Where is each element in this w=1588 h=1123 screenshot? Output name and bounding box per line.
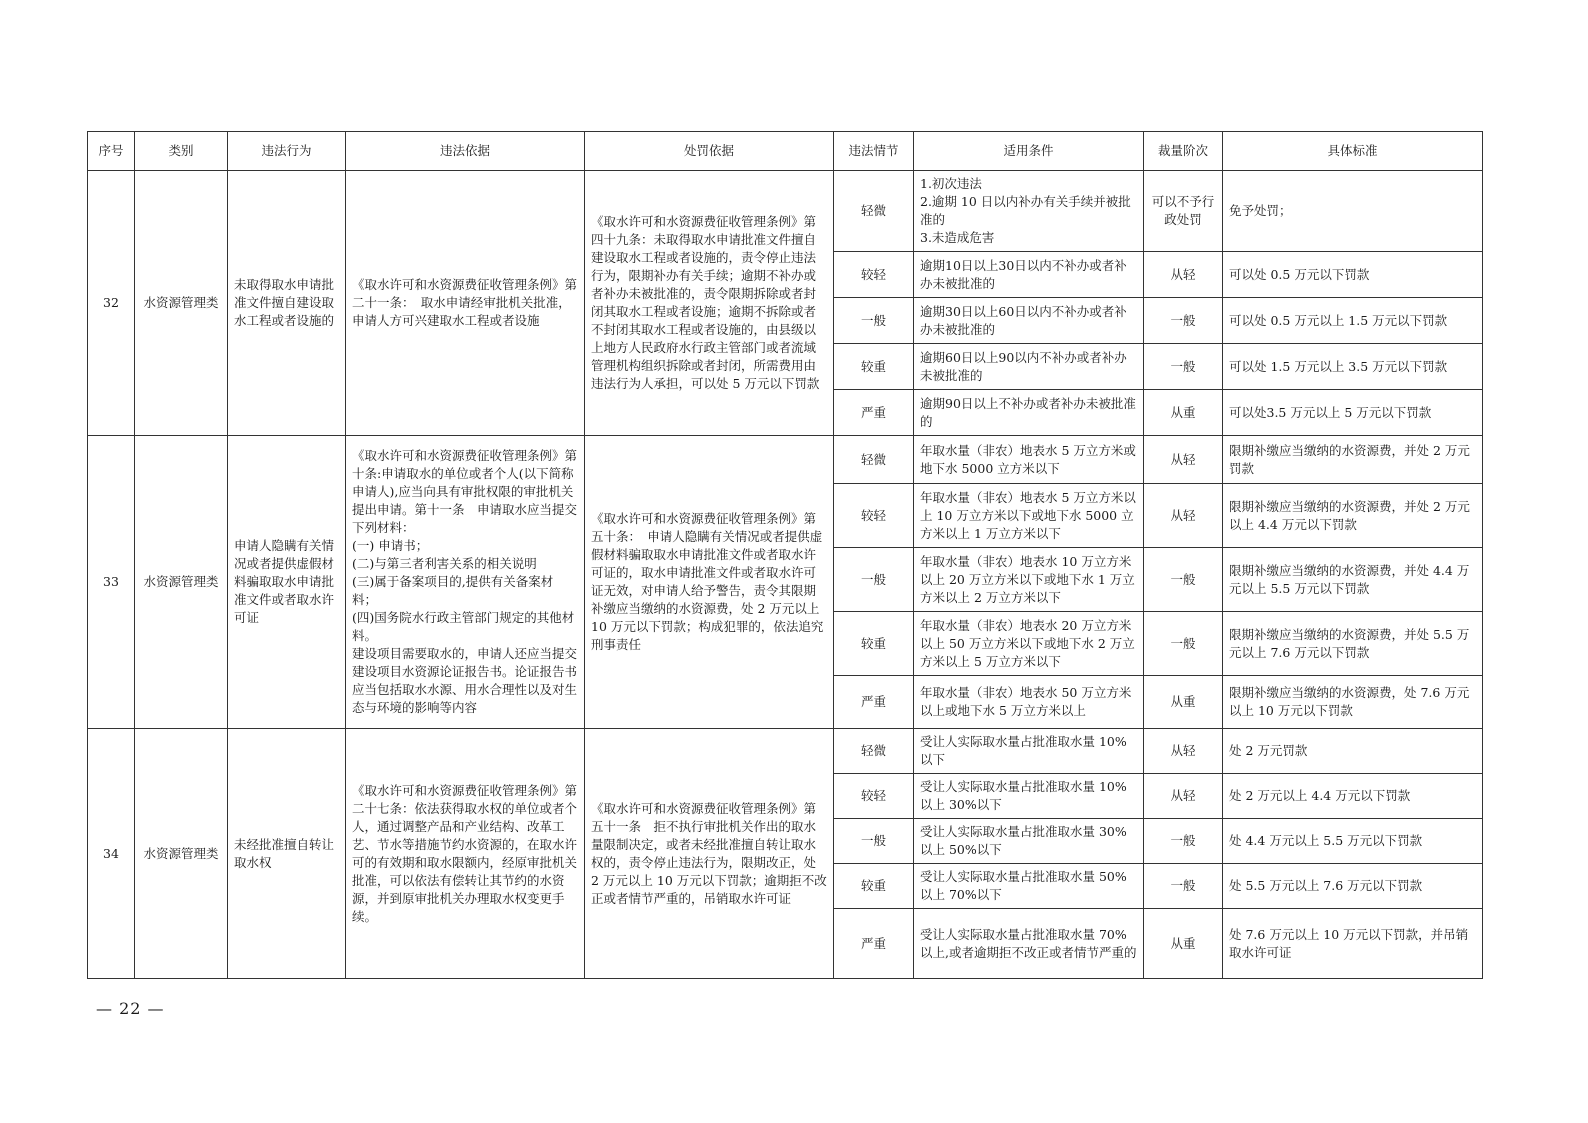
- condition-cell: 受让人实际取水量占批准取水量 70% 以上,或者逾期拒不改正或者情节严重的: [914, 909, 1144, 979]
- header-standard: 具体标准: [1223, 132, 1483, 171]
- standard-cell: 限期补缴应当缴纳的水资源费，并处 4.4 万元以上 5.5 万元以下罚款: [1223, 548, 1483, 612]
- level-cell: 一般: [1144, 864, 1223, 909]
- standard-cell: 可以处 0.5 万元以下罚款: [1223, 252, 1483, 298]
- header-condition: 适用条件: [914, 132, 1144, 171]
- page-number: — 22 —: [96, 999, 165, 1018]
- standard-cell: 免予处罚；: [1223, 171, 1483, 252]
- condition-cell: 逾期10日以上30日以内不补办或者补办未被批准的: [914, 252, 1144, 298]
- standard-cell: 可以处 1.5 万元以上 3.5 万元以下罚款: [1223, 344, 1483, 390]
- header-penalty-basis: 处罚依据: [585, 132, 834, 171]
- condition-cell: 逾期90日以上不补办或者补办未被批准的: [914, 390, 1144, 436]
- severity-cell: 严重: [834, 909, 914, 979]
- standard-cell: 限期补缴应当缴纳的水资源费，并处 2 万元罚款: [1223, 436, 1483, 484]
- table-row: [88, 436, 1483, 484]
- condition-cell: 逾期60日以上90以内不补办或者补办未被批准的: [914, 344, 1144, 390]
- severity-cell: 轻微: [834, 436, 914, 484]
- severity-cell: 一般: [834, 548, 914, 612]
- condition-cell: 受让人实际取水量占批准取水量 50%以上 70%以下: [914, 864, 1144, 909]
- condition-cell: 受让人实际取水量占批准取水量 10%以上 30%以下: [914, 774, 1144, 819]
- standard-cell: 处 7.6 万元以上 10 万元以下罚款，并吊销取水许可证: [1223, 909, 1483, 979]
- standard-cell: 处 4.4 万元以上 5.5 万元以下罚款: [1223, 819, 1483, 864]
- standard-cell: 可以处3.5 万元以上 5 万元以下罚款: [1223, 390, 1483, 436]
- condition-cell: 年取水量（非农）地表水 10 万立方米以上 20 万立方米以下或地下水 1 万立方米以上 2 万立方米以下: [914, 548, 1144, 612]
- penalty-standards-table: [87, 131, 1483, 979]
- level-cell: 可以不予行政处罚: [1144, 171, 1223, 252]
- condition-cell: 年取水量（非农）地表水 5 万立方米或地下水 5000 立方米以下: [914, 436, 1144, 484]
- severity-cell: 轻微: [834, 171, 914, 252]
- severity-cell: 轻微: [834, 729, 914, 774]
- severity-cell: 较轻: [834, 484, 914, 548]
- entry-number: 34: [88, 729, 135, 979]
- standard-cell: 处 5.5 万元以上 7.6 万元以下罚款: [1223, 864, 1483, 909]
- level-cell: 从轻: [1144, 729, 1223, 774]
- header-severity: 违法情节: [834, 132, 914, 171]
- entry-legal-basis: 《取水许可和水资源费征收管理条例》第二十一条： 取水申请经审批机关批准，申请人方可兴建取水工程或者设施: [346, 171, 585, 436]
- severity-cell: 较重: [834, 864, 914, 909]
- table-row: [88, 171, 1483, 252]
- header-level: 裁量阶次: [1144, 132, 1223, 171]
- entry-legal-basis: 《取水许可和水资源费征收管理条例》第二十七条：依法获得取水权的单位或者个人，通过调整产品和产业结构、改革工艺、节水等措施节约水资源的，在取水许可的有效期和取水限额内，经原审批机关批准，可以依法有偿转让其节约的水资源，并到原审批机关办理取水权变更手续。: [346, 729, 585, 979]
- condition-cell: 受让人实际取水量占批准取水量 30%以上 50%以下: [914, 819, 1144, 864]
- level-cell: 从重: [1144, 909, 1223, 979]
- entry-behavior: 未取得取水申请批准文件擅自建设取水工程或者设施的: [228, 171, 346, 436]
- entry-legal-basis: 《取水许可和水资源费征收管理条例》第十条:申请取水的单位或者个人(以下简称申请人),应当向具有审批权限的审批机关提出申请。第十一条 申请取水应当提交下列材料： (一) 申请书； (二)与第三者利害关系的相关说明 (三)属于备案项目的,提供有关备案材料； (四)国务院水行政主管部门规定的其他材料。 建设项目需要取水的，申请人还应当提交建设项目水资源论证报告书。论证报告书应当包括取水水源、用水合理性以及对生态与环境的影响等内容: [346, 436, 585, 729]
- table-header-row: [88, 132, 1483, 171]
- severity-cell: 严重: [834, 390, 914, 436]
- level-cell: 一般: [1144, 612, 1223, 676]
- severity-cell: 严重: [834, 676, 914, 729]
- entry-category: 水资源管理类: [135, 436, 228, 729]
- entry-penalty-basis: 《取水许可和水资源费征收管理条例》第四十九条：未取得取水申请批准文件擅自建设取水工程或者设施的，责令停止违法行为，限期补办有关手续；逾期不补办或者补办未被批准的，责令限期拆除或者封闭其取水工程或者设施；逾期不拆除或者不封闭其取水工程或者设施的，由县级以上地方人民政府水行政主管部门或者流域管理机构组织拆除或者封闭，所需费用由违法行为人承担，可以处 5 万元以下罚款: [585, 171, 834, 436]
- level-cell: 从轻: [1144, 774, 1223, 819]
- condition-cell: 年取水量（非农）地表水 20 万立方米以上 50 万立方米以下或地下水 2 万立方米以上 5 万立方米以下: [914, 612, 1144, 676]
- entry-category: 水资源管理类: [135, 171, 228, 436]
- header-no: 序号: [88, 132, 135, 171]
- severity-cell: 较轻: [834, 774, 914, 819]
- condition-cell: 年取水量（非农）地表水 50 万立方米以上或地下水 5 万立方米以上: [914, 676, 1144, 729]
- header-legal-basis: 违法依据: [346, 132, 585, 171]
- entry-number: 32: [88, 171, 135, 436]
- condition-cell: 1.初次违法 2.逾期 10 日以内补办有关手续并被批准的 3.未造成危害: [914, 171, 1144, 252]
- entry-number: 33: [88, 436, 135, 729]
- entry-behavior: 申请人隐瞒有关情况或者提供虚假材料骗取取水申请批准文件或者取水许可证: [228, 436, 346, 729]
- standard-cell: 可以处 0.5 万元以上 1.5 万元以下罚款: [1223, 298, 1483, 344]
- level-cell: 从轻: [1144, 252, 1223, 298]
- entry-category: 水资源管理类: [135, 729, 228, 979]
- standard-cell: 处 2 万元以上 4.4 万元以下罚款: [1223, 774, 1483, 819]
- level-cell: 从轻: [1144, 436, 1223, 484]
- level-cell: 一般: [1144, 344, 1223, 390]
- standard-cell: 限期补缴应当缴纳的水资源费，并处 2 万元以上 4.4 万元以下罚款: [1223, 484, 1483, 548]
- entry-penalty-basis: 《取水许可和水资源费征收管理条例》第五十条： 申请人隐瞒有关情况或者提供虚假材料骗取取水申请批准文件或者取水许可证的，取水申请批准文件或者取水许可证无效，对申请人给予警告，责令其限期补缴应当缴纳的水资源费，处 2 万元以上 10 万元以下罚款；构成犯罪的，依法追究刑事责任: [585, 436, 834, 729]
- condition-cell: 年取水量（非农）地表水 5 万立方米以上 10 万立方米以下或地下水 5000 立方米以上 1 万立方米以下: [914, 484, 1144, 548]
- standard-cell: 处 2 万元罚款: [1223, 729, 1483, 774]
- severity-cell: 一般: [834, 819, 914, 864]
- table-row: [88, 729, 1483, 774]
- entry-behavior: 未经批准擅自转让取水权: [228, 729, 346, 979]
- severity-cell: 较重: [834, 344, 914, 390]
- standard-cell: 限期补缴应当缴纳的水资源费，处 7.6 万元以上 10 万元以下罚款: [1223, 676, 1483, 729]
- level-cell: 一般: [1144, 548, 1223, 612]
- severity-cell: 较轻: [834, 252, 914, 298]
- header-behavior: 违法行为: [228, 132, 346, 171]
- level-cell: 一般: [1144, 298, 1223, 344]
- severity-cell: 较重: [834, 612, 914, 676]
- level-cell: 从重: [1144, 676, 1223, 729]
- severity-cell: 一般: [834, 298, 914, 344]
- level-cell: 从重: [1144, 390, 1223, 436]
- condition-cell: 逾期30日以上60日以内不补办或者补办未被批准的: [914, 298, 1144, 344]
- level-cell: 一般: [1144, 819, 1223, 864]
- header-category: 类别: [135, 132, 228, 171]
- condition-cell: 受让人实际取水量占批准取水量 10%以下: [914, 729, 1144, 774]
- standard-cell: 限期补缴应当缴纳的水资源费，并处 5.5 万元以上 7.6 万元以下罚款: [1223, 612, 1483, 676]
- entry-penalty-basis: 《取水许可和水资源费征收管理条例》第五十一条 拒不执行审批机关作出的取水量限制决定，或者未经批准擅自转让取水权的，责令停止违法行为，限期改正，处 2 万元以上 10 万元以下罚款；逾期拒不改正或者情节严重的，吊销取水许可证: [585, 729, 834, 979]
- level-cell: 从轻: [1144, 484, 1223, 548]
